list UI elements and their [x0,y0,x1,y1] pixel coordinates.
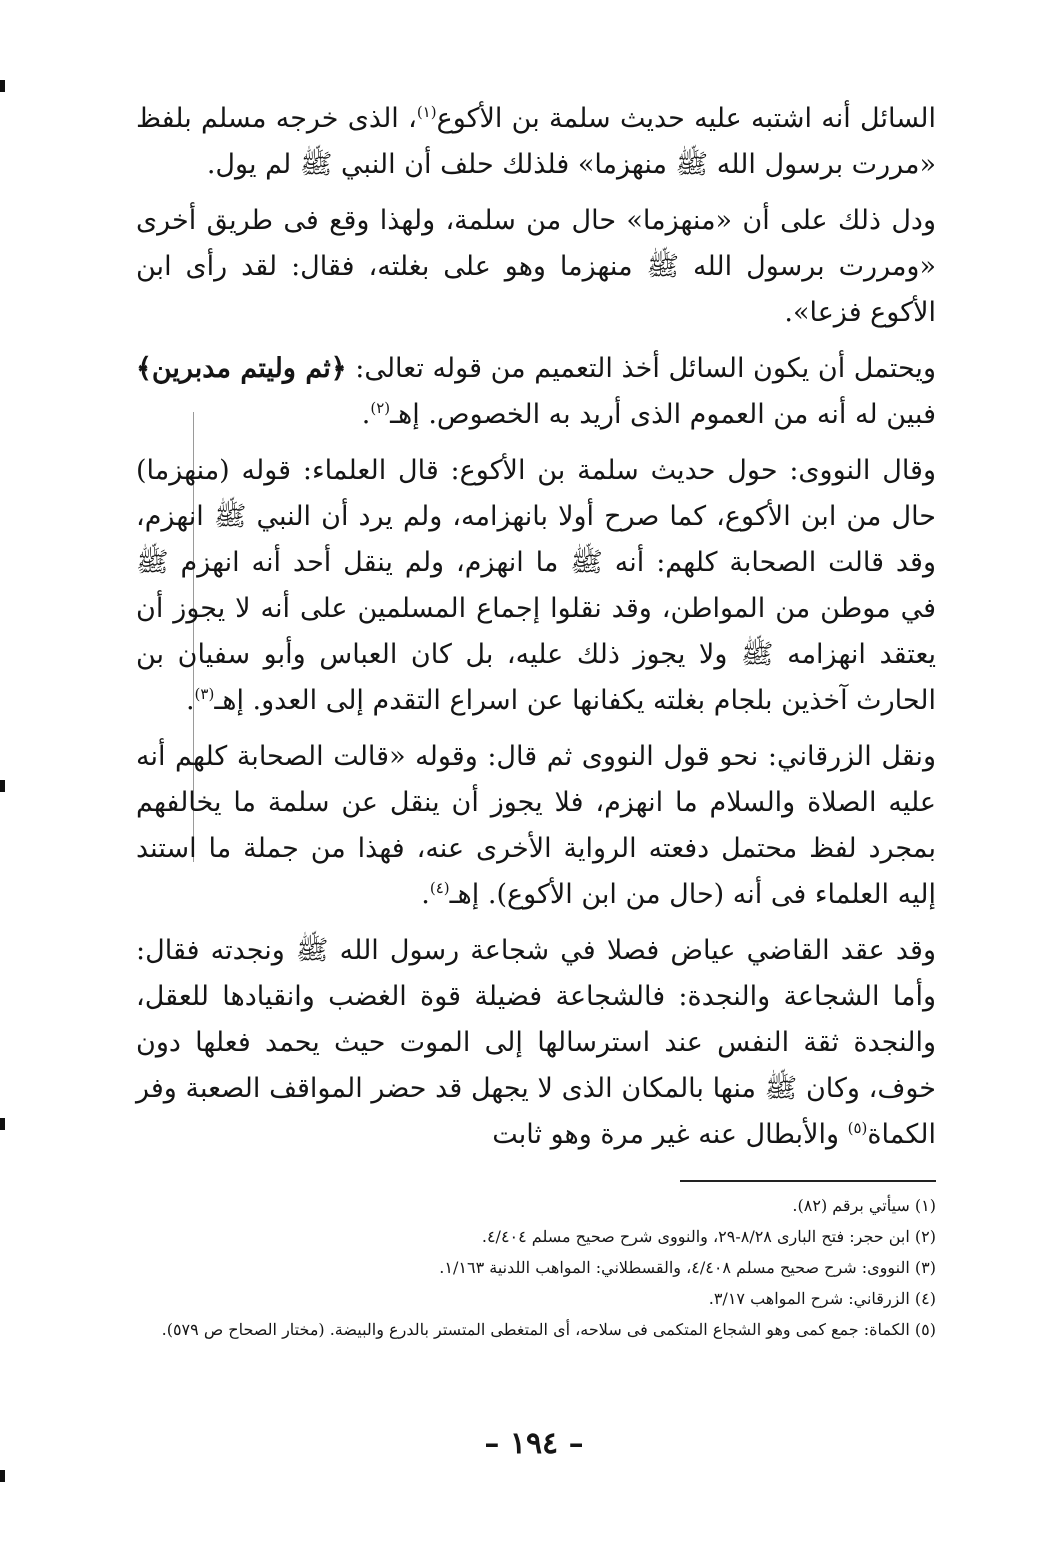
footnote-ref: (٤) [429,879,450,897]
paragraph-text: السائل أنه اشتبه عليه حديث سلمة بن الأكوع [436,103,937,134]
page-number: – ١٩٤ – [484,1426,584,1461]
paragraph-text: . [185,685,195,716]
paragraph-text: وقال النووى: حول حديث سلمة بن الأكوع: قال العلماء: قوله (منهزما) حال من ابن الأكوع، كما صرح أولا بانهزامه، ولم يرد أن النبي ﷺ انهزم، وقد قالت الصحابة كلهم: أنه ﷺ ما انهزم، ولم ينقل أحد أنه انهزم ﷺ في موطن من المواطن، وقد نقلوا إجماع المسلمين على أنه لا يجوز أن يعتقد انهزامه ﷺ ولا يجوز ذلك عليه، بل كان العباس وأبو سفيان بن الحارث آخذين بلجام بغلته يكفانها عن اسراع التقدم إلى العدو. إهـ [136,455,936,716]
footnote-ref: (٢) [370,399,391,417]
paragraph-text: فبين له أنه من العموم الذى أريد به الخصوص. إهـ [390,399,936,430]
quran-quote: ﴿ثم وليتم مدبرين﴾ [136,353,347,384]
footnote-ref: (٣) [194,685,215,703]
paragraph-5 [136,734,936,918]
scan-edge-mark [0,80,5,92]
main-text [136,96,936,1168]
footnote-4: (٤) الزرقاني: شرح المواهب ٣/١٧. [708,1289,936,1308]
paragraph-4 [136,448,936,724]
footnote-5: (٥) الكماة: جمع كمى وهو الشجاع المتكمى فى سلاحه، أى المتغطى المتستر بالدرع والبيضة. (مختار الصحاح ص ٥٧٩). [161,1320,936,1339]
footnotes [136,1190,936,1345]
paragraph-text: ودل ذلك على أن «منهزما» حال من سلمة، ولهذا وقع فى طريق أخرى «ومررت برسول الله ﷺ منهزما وهو على بغلته، فقال: لقد رأى ابن الأكوع فزعا». [136,205,936,328]
paragraph-text: والأبطال عنه غير مرة وهو ثابت [492,1119,848,1150]
footnote-ref: (٥) [847,1119,868,1137]
paragraph-text: . [361,399,371,430]
paragraph-3 [136,346,936,438]
paragraph-text: ويحتمل أن يكون السائل أخذ التعميم من قوله تعالى: [346,353,936,384]
paragraph-2 [136,198,936,336]
paragraph-text: . [421,879,430,910]
paragraph-text: وقد عقد القاضي عياض فصلا في شجاعة رسول الله ﷺ ونجدته فقال: وأما الشجاعة والنجدة: فالشجاعة فضيلة قوة الغضب وانقيادها للعقل، والنجدة ثقة النفس عند استرسالها إلى الموت حيث يحمد فعلها دون خوف، وكان ﷺ منها بالمكان الذى لا يجهل قد حضر المواقف الصعبة وفر الكماة [136,935,936,1150]
scan-edge-mark [0,1118,5,1130]
footnote-3: (٣) النووى: شرح صحيح مسلم ٤/٤٠٨، والقسطلاني: المواهب اللدنية ١/١٦٣. [439,1258,936,1277]
scan-edge-mark [0,780,5,792]
paragraph-text: ونقل الزرقاني: نحو قول النووى ثم قال: وقوله «قالت الصحابة كلهم أنه عليه الصلاة والسلام ما انهزم، فلا يجوز أن ينقل عن سلمة ما يخالفهم بمجرد لفظ محتمل دفعته الرواية الأخرى عنه، فهذا من جملة ما استند إليه العلماء فى أنه (حال من ابن الأكوع). إهـ [136,741,936,910]
footnote-ref: (١) [416,103,437,121]
footnote-2: (٢) ابن حجر: فتح البارى ٨/٢٨-٢٩، والنووى شرح صحيح مسلم ٤/٤٠٤. [481,1227,936,1246]
scan-edge-mark [0,1470,5,1482]
paragraph-1 [136,96,936,188]
footnote-1: (١) سيأتي برقم (٨٢). [792,1196,936,1215]
paragraph-6 [136,928,936,1158]
paragraph-text: ، الذى خرجه مسلم بلفظ «مررت برسول الله ﷺ منهزما» فلذلك حلف أن النبي ﷺ لم يول. [136,103,936,180]
footnote-divider [680,1180,936,1182]
